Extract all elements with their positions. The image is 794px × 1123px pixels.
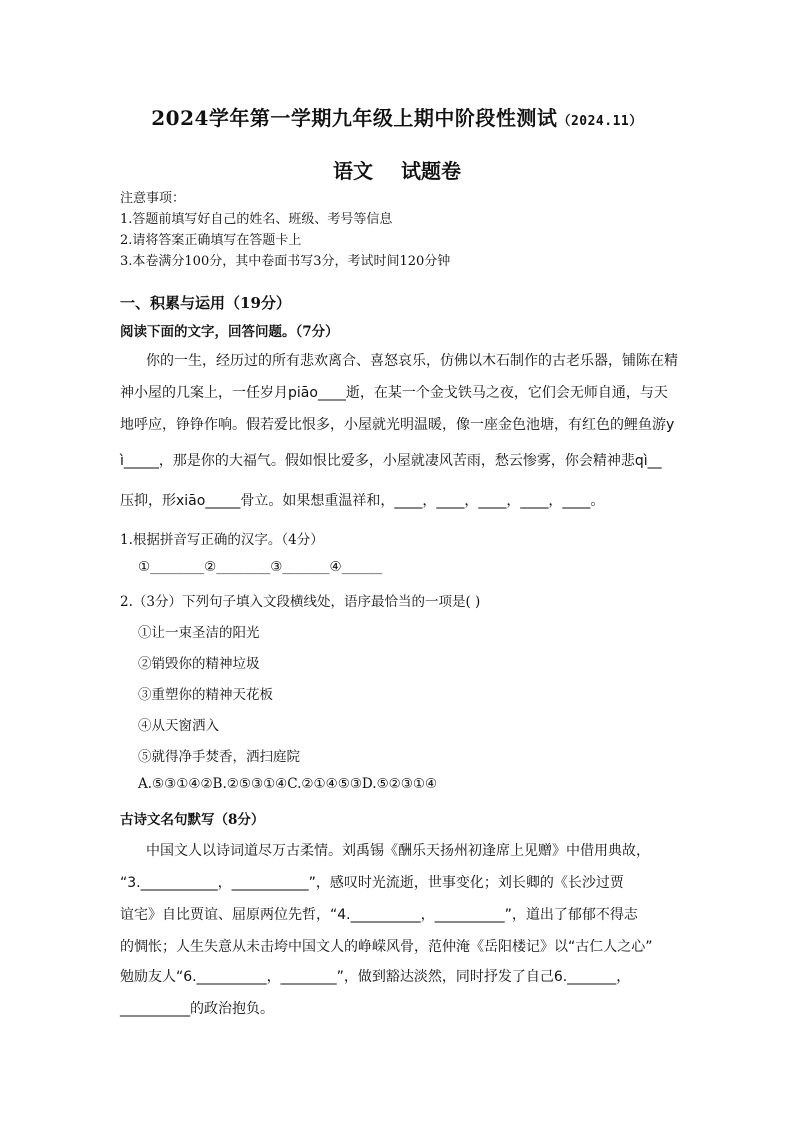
poetry-line: 勉励友人“6.__________，________”，做到豁达淡然，同时抒发了自己6._______， [120,969,631,985]
option-item: ⑤就得净手焚香，洒扫庭院 [138,749,300,765]
notice-block [120,188,450,272]
passage-line: 你的一生，经历过的所有悲欢离合、喜怒哀乐，仿佛以木石制作的古老乐器，铺陈在精 [146,353,678,369]
question-1-blanks: ①________②________③_______④______ [138,559,383,575]
poetry-line: 谊宅》自比贾谊、屈原两位先哲，“4.__________，__________”，道出了郁郁不得志 [120,907,638,923]
passage-line: 地呼应，铮铮作响。假若爱比恨多，小屋就光明温暖，像一座金色池塘，有红色的鲤鱼游y [120,417,675,433]
passage-line: ì_____，那是你的大福气。假如恨比爱多，小屋就凄风苦雨，愁云惨雾，你会精神悲qì__ [120,453,662,469]
poetry-heading: 古诗文名句默写（8分） [120,812,265,828]
poetry-line: __________的政治抱负。 [120,1001,274,1017]
option-item: ②销毁你的精神垃圾 [138,656,260,672]
reading-heading: 阅读下面的文字，回答问题。（7分） [120,324,339,340]
poetry-line: 的惆怅；人生失意从未击垮中国文人的峥嵘风骨，范仲淹《岳阳楼记》以“古仁人之心” [120,939,653,955]
notice-item: 3.本卷满分100分，其中卷面书写3分，考试时间120分钟 [120,254,451,269]
notice-item: 2.请将答案正确填写在答题卡上 [120,233,302,248]
answer-choices: A.⑤③①④②B.②⑤③①④C.②①④⑤③D.⑤②③①④ [138,776,438,792]
exam-title [0,102,794,131]
passage-line: 压抑，形xiāo_____骨立。如果想重温祥和，____，____，____，____，____。 [120,493,605,509]
exam-title-text: 2024学年第一学期九年级上期中阶段性测试 [151,106,558,130]
section-heading: 一、积累与运用（19分） [120,294,291,312]
exam-subtitle [0,155,794,184]
question-2: 2.（3分）下列句子填入文段横线处，语序最恰当的一项是( ) [120,594,481,610]
passage-line: 神小屋的几案上，一任岁月piāo____逝，在某一个金戈铁马之夜，它们会无师自通，与天 [120,385,668,401]
poetry-line: “3.___________，___________”，感叹时光流逝，世事变化；刘长卿的《长沙过贾 [120,875,624,891]
notice-item: 1.答题前填写好自己的姓名、班级、考号等信息 [120,212,393,227]
poetry-line: 中国文人以诗词道尽万古柔情。刘禹锡《酬乐天扬州初逢席上见赠》中借用典故， [146,843,650,859]
notice-heading: 注意事项： [120,191,186,206]
option-item: ③重塑你的精神天花板 [138,687,273,703]
subject-label: 语文 [333,159,373,183]
paper-label: 试题卷 [401,159,461,183]
option-item: ①让一束圣洁的阳光 [138,625,260,641]
option-item: ④从天窗洒入 [138,718,219,734]
question-1: 1.根据拼音写正确的汉字。（4分） [120,532,324,548]
exam-date: （2024.11） [557,114,643,129]
